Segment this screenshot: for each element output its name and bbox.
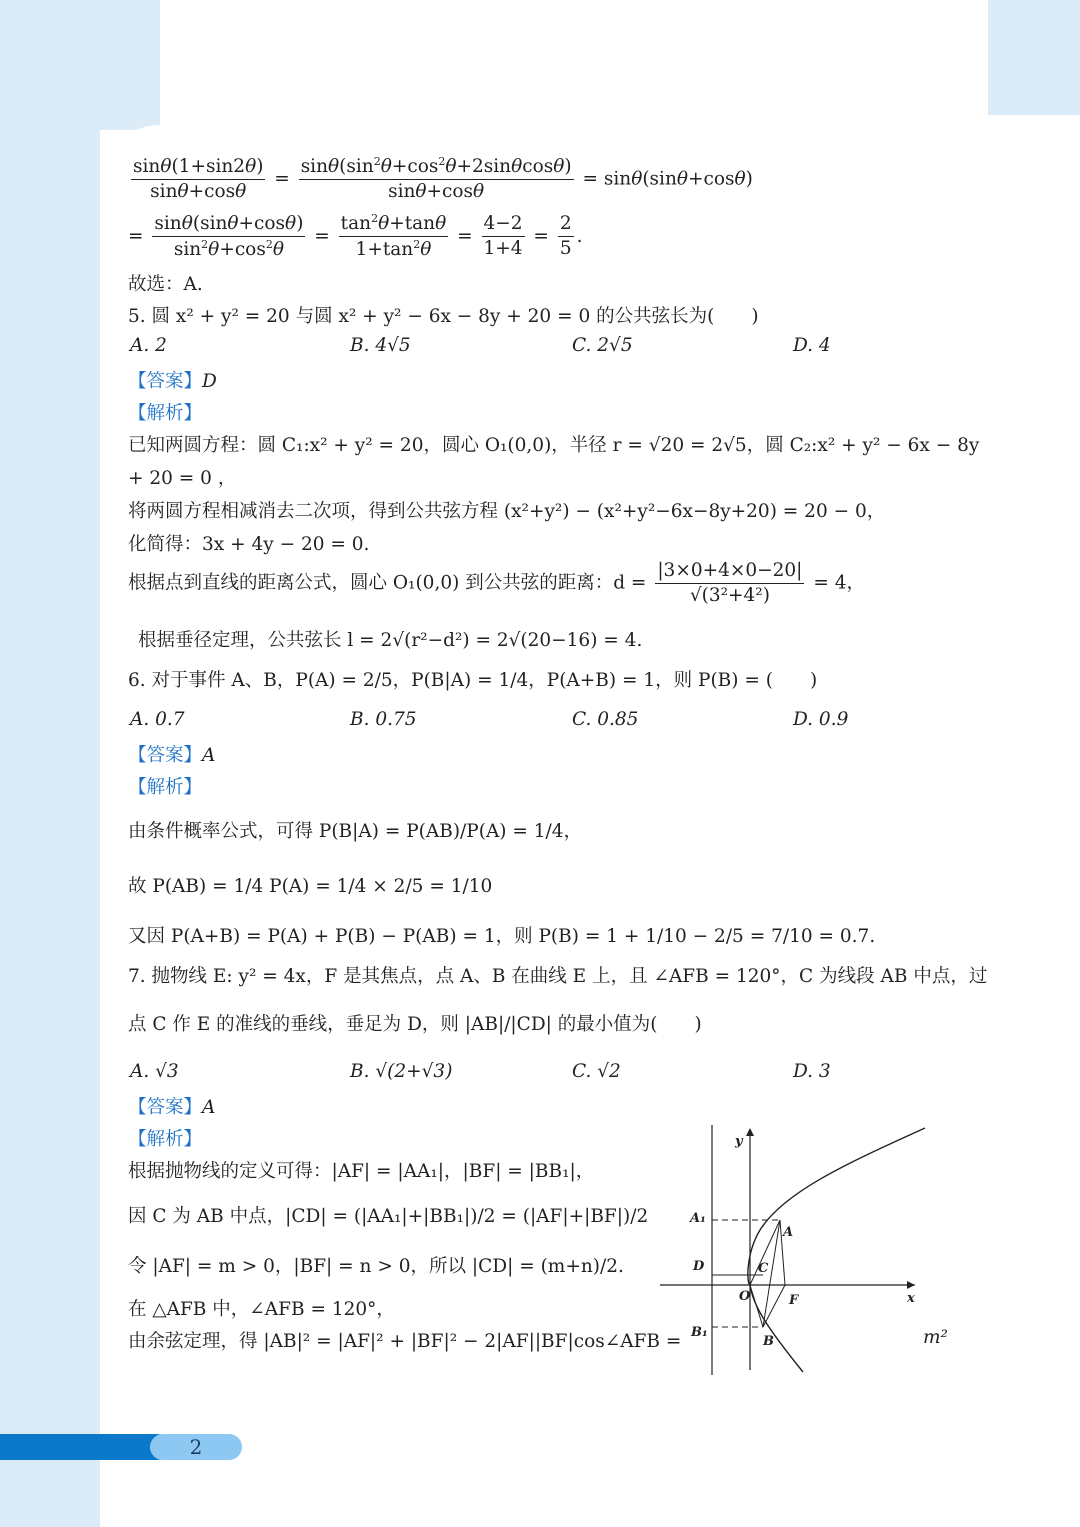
q5-line-6: 根据垂径定理，公共弦长 l = 2√(r²−d²) = 2√(20−16) = 4. — [138, 630, 643, 651]
q5-distance-text: 根据点到直线的距离公式，圆心 O₁(0,0) 到公共弦的距离：d = — [128, 572, 647, 594]
q7-line-4: 在 △AFB 中，∠AFB = 120°， — [128, 1299, 395, 1320]
q5-distance-denominator: √(3²+4²) — [689, 585, 770, 607]
q5-line-5 — [128, 560, 865, 607]
left-margin-band — [0, 0, 100, 1527]
answer-value: A — [202, 745, 216, 766]
q7-line-5: 由余弦定理，得 |AB|² = |AF|² + |BF|² − 2|AF||BF|cos∠AFB = — [128, 1331, 682, 1352]
q6-option-b: B. 0.75 — [350, 709, 417, 730]
right-corner-band — [988, 0, 1080, 115]
label-d: D — [693, 1259, 705, 1274]
q6-option-c: C. 0.85 — [572, 709, 639, 730]
label-c: C — [758, 1261, 769, 1276]
label-b: B — [763, 1334, 774, 1349]
q5-question: 5. 圆 x² + y² = 20 与圆 x² + y² − 6x − 8y + 20 = 0 的公共弦长为( ) — [128, 306, 759, 327]
answer-label: 【答案】 — [128, 1097, 203, 1118]
q5-analysis-label: 【解析】 — [128, 403, 203, 424]
q5-line-2: + 20 = 0 ， — [128, 468, 237, 489]
label-a1: A₁ — [690, 1211, 706, 1226]
label-f: F — [789, 1293, 799, 1308]
label-b1: B₁ — [691, 1325, 708, 1340]
q7-option-c: C. √2 — [572, 1061, 621, 1082]
parabola-diagram — [655, 1120, 955, 1380]
q5-line-3: 将两圆方程相减消去二次项，得到公共弦方程 (x²+y²) − (x²+y²−6x−8y+20) = 20 − 0， — [128, 501, 886, 522]
x-axis-arrow — [907, 1281, 915, 1289]
footer-bar — [0, 1434, 170, 1460]
q6-option-a: A. 0.7 — [130, 709, 185, 730]
label-y: y — [735, 1134, 743, 1149]
q5-answer — [128, 367, 217, 393]
q7-option-b: B. √(2+√3) — [350, 1061, 453, 1082]
q7-option-d: D. 3 — [793, 1061, 831, 1082]
q5-option-d: D. 4 — [793, 335, 831, 356]
top-corner-band — [100, 0, 160, 130]
q7-line-2: 因 C 为 AB 中点，|CD| = (|AA₁|+|BB₁|)/2 = (|AF|+|BF|)/2 — [128, 1206, 649, 1227]
q6-answer — [128, 741, 215, 767]
q5-distance-numerator: |3×0+4×0−20| — [655, 560, 804, 584]
q5-line-1: 已知两圆方程：圆 C₁:x² + y² = 20，圆心 O₁(0,0)，半径 r = √20 = 2√5，圆 C₂:x² + y² − 6x − 8y — [128, 435, 980, 456]
q7-question-2: 点 C 作 E 的准线的垂线，垂足为 D，则 |AB|/|CD| 的最小值为( ) — [128, 1014, 702, 1035]
q5-distance-result: = 4， — [813, 572, 865, 594]
answer-label: 【答案】 — [128, 745, 203, 766]
answer-value: A — [202, 1097, 216, 1118]
q7-line-1: 根据抛物线的定义可得：|AF| = |AA₁|，|BF| = |BB₁|， — [128, 1161, 595, 1182]
q7-question-1: 7. 抛物线 E: y² = 4x，F 是其焦点，点 A、B 在曲线 E 上，且 ∠AFB = 120°，C 为线段 AB 中点，过 — [128, 966, 988, 987]
formula-line-2: = $\frac{\sin\theta(\sin\theta+\cos\theta)}{\sin^2\theta+\cos^2\theta}$ = $\frac{\tan^2\theta+\tan\theta}{1+\tan^2\theta}$ = $\frac{4-2}{1+4}$ = $\frac{2}{5}$ . — [128, 212, 583, 261]
q5-options — [128, 335, 958, 359]
q6-analysis-label: 【解析】 — [128, 777, 203, 798]
q6-option-d: D. 0.9 — [793, 709, 849, 730]
q6-line-2: 故 P(AB) = 1/4 P(A) = 1/4 × 2/5 = 1/10 — [128, 876, 493, 897]
answer-label: 【答案】 — [128, 371, 203, 392]
q6-line-1: 由条件概率公式，可得 P(B|A) = P(AB)/P(A) = 1/4， — [128, 821, 583, 842]
q5-option-a: A. 2 — [130, 335, 167, 356]
q6-question: 6. 对于事件 A、B，P(A) = 2/5，P(B|A) = 1/4，P(A+B) = 1，则 P(B) = ( ) — [128, 670, 818, 691]
q6-options — [128, 709, 958, 733]
q7-options — [128, 1061, 958, 1085]
label-a: A — [783, 1225, 794, 1240]
label-x: x — [907, 1291, 915, 1306]
q5-option-b: B. 4√5 — [350, 335, 411, 356]
answer-value: D — [202, 371, 217, 392]
q7-analysis-label: 【解析】 — [128, 1129, 203, 1150]
parabola-curve — [748, 1128, 925, 1372]
q5-line-4: 化简得：3x + 4y − 20 = 0. — [128, 534, 370, 555]
q7-line-6: m² — [923, 1327, 948, 1348]
page-number: 2 — [150, 1434, 242, 1460]
q4-conclusion: 故选：A. — [128, 274, 203, 295]
q6-line-3: 又因 P(A+B) = P(A) + P(B) − P(AB) = 1，则 P(B) = 1 + 1/10 − 2/5 = 7/10 = 0.7. — [128, 926, 876, 947]
ob-line — [750, 1285, 763, 1327]
label-o: O — [739, 1289, 751, 1304]
q7-answer — [128, 1093, 215, 1119]
q7-line-3: 令 |AF| = m > 0，|BF| = n > 0，所以 |CD| = (m+n)/2. — [128, 1256, 624, 1277]
y-axis-arrow — [746, 1128, 754, 1136]
q7-option-a: A. √3 — [130, 1061, 179, 1082]
formula-line-1: $\frac{\sin\theta(1+\sin 2\theta)}{\sin\theta+\cos\theta}$ = $\frac{\sin\theta(\sin^2\theta+\cos^2\theta+2\sin\theta\cos\theta)}{\sin\theta+\cos\theta}$ = sinθ(sinθ+cosθ) — [133, 155, 753, 203]
q5-option-c: C. 2√5 — [572, 335, 633, 356]
